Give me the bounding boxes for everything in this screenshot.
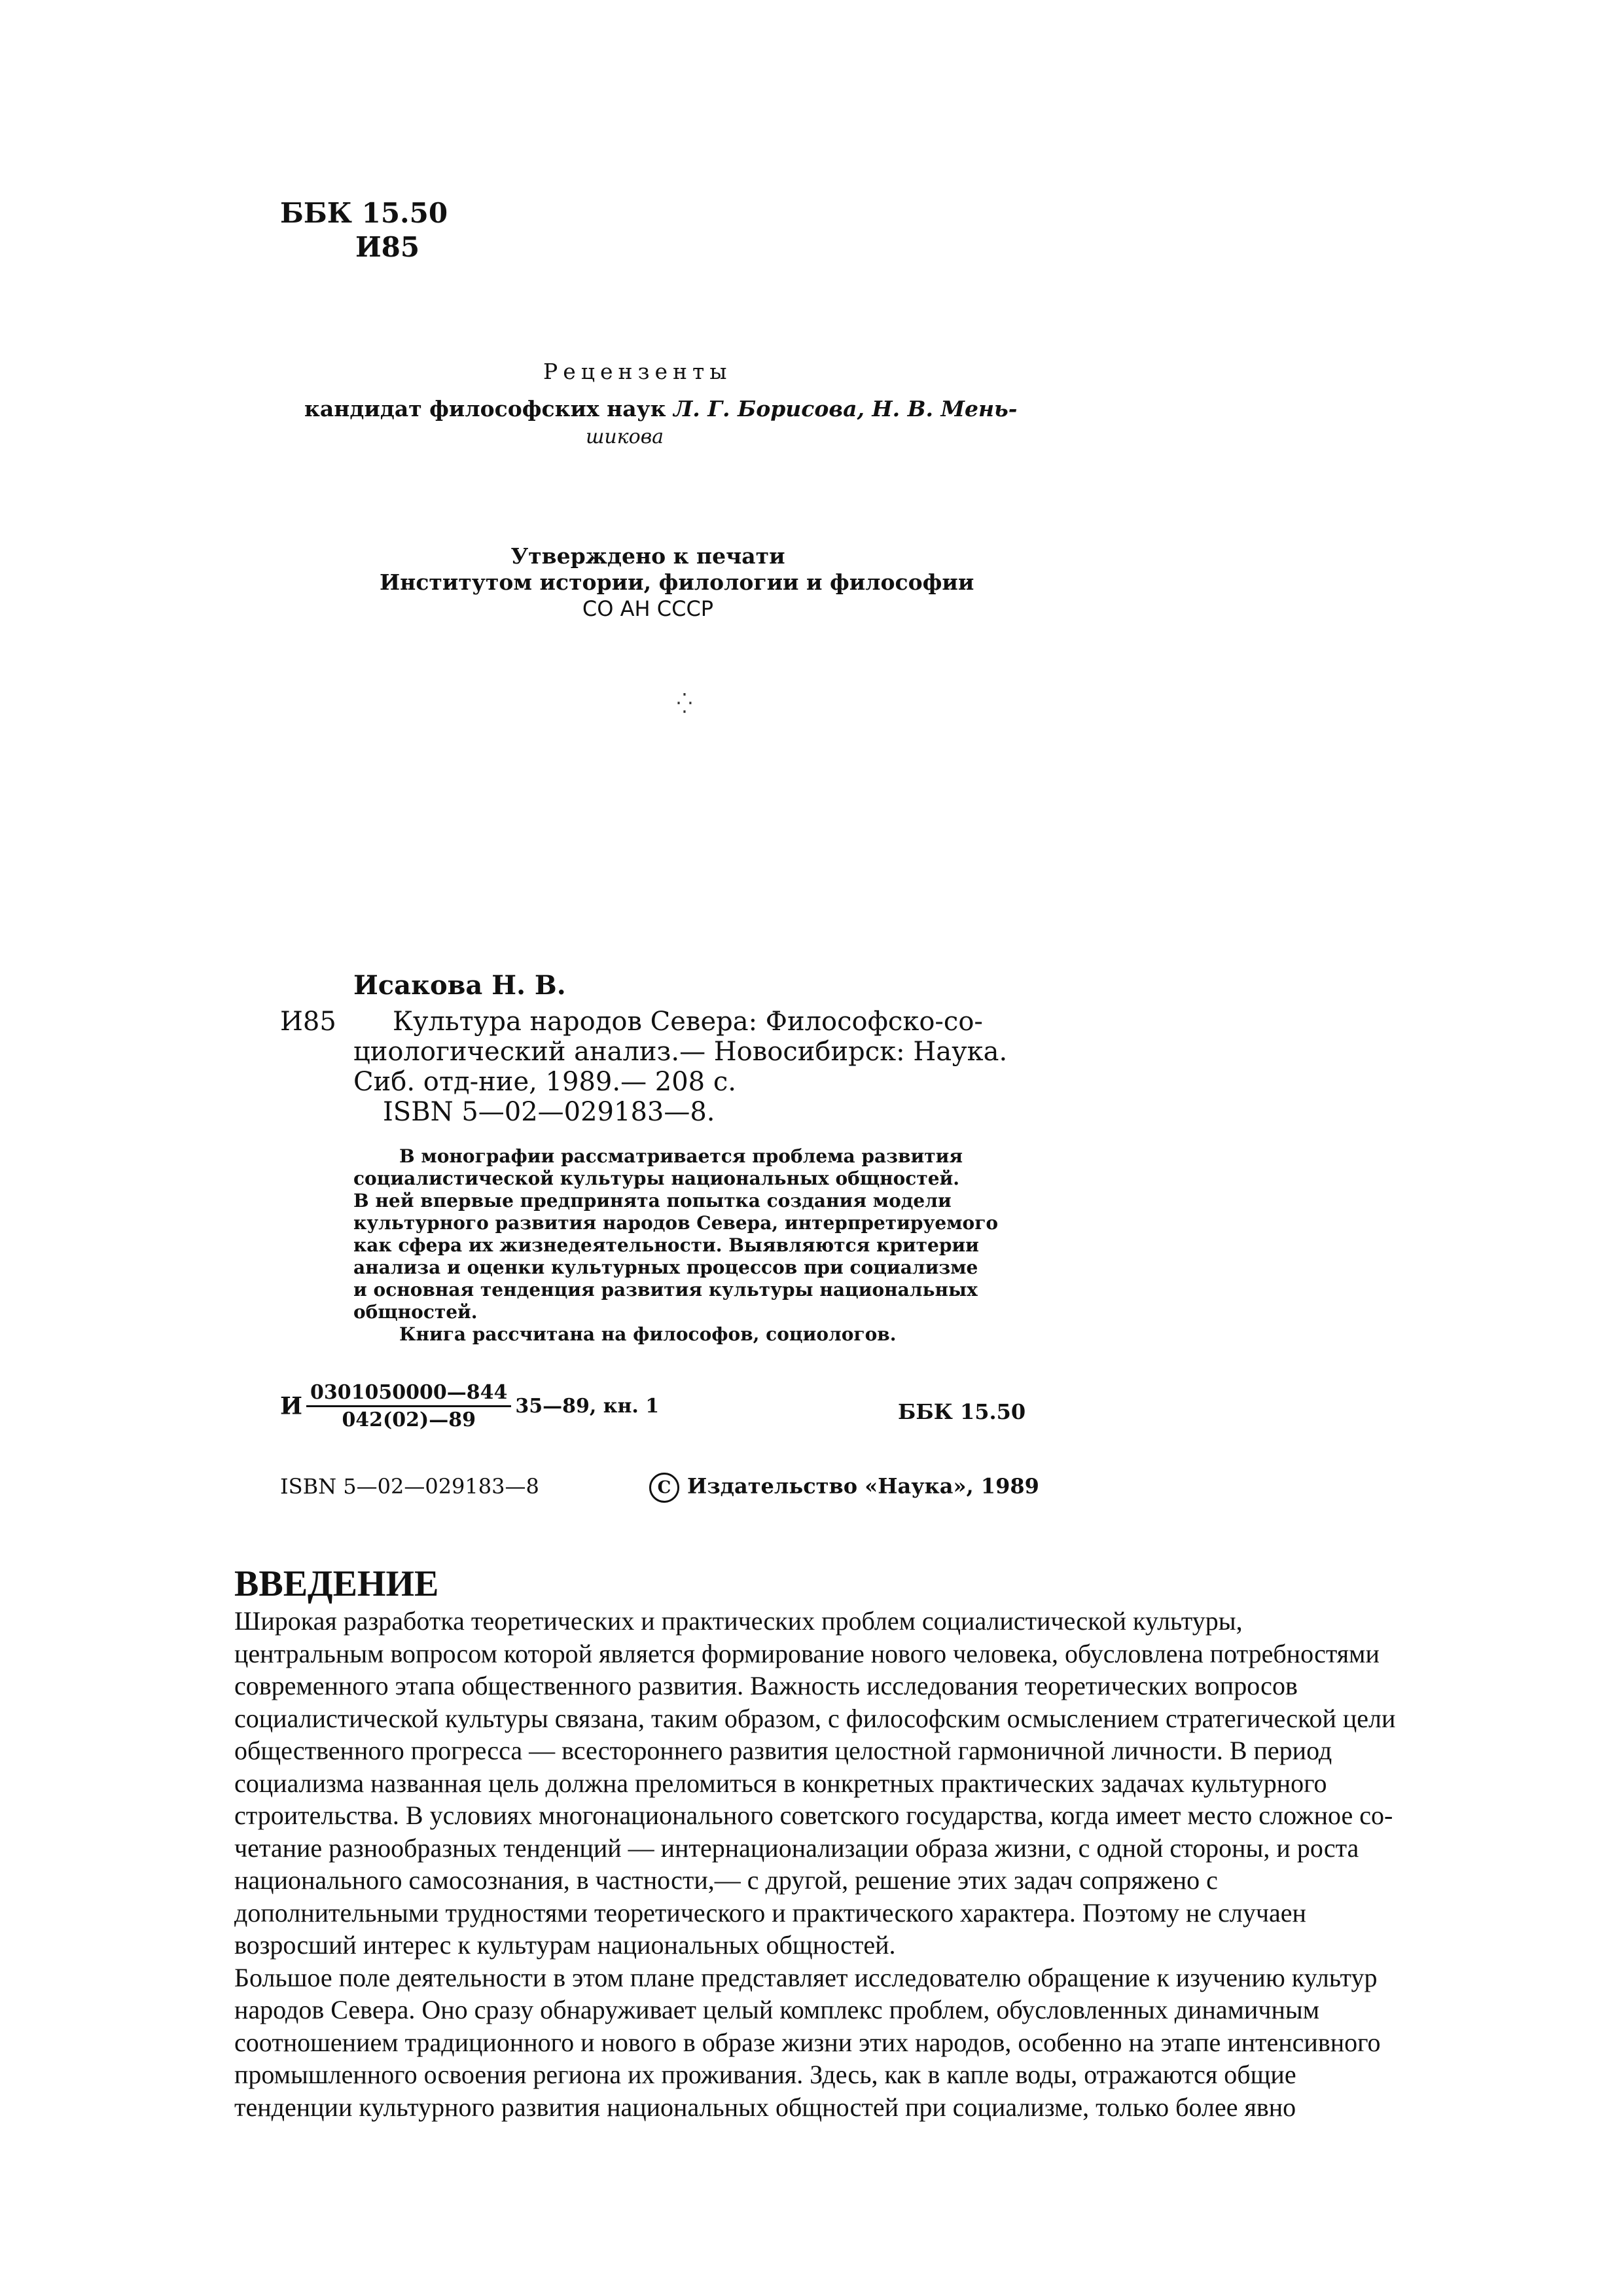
intro-line: соотношением традиционного и нового в образе жизни этих народов, особенно на этапе интенсивного bbox=[234, 2027, 1381, 2057]
card-title-line: циологический анализ.— Новосибирск: Наука. bbox=[353, 1037, 1008, 1067]
copyright-text: Издательство «Наука», 1989 bbox=[687, 1473, 1039, 1499]
intro-body bbox=[234, 1605, 1530, 2123]
annotation-line: В ней впервые предпринята попытка создания модели bbox=[353, 1190, 952, 1211]
annotation-line: В монографии рассматривается проблема развития bbox=[399, 1145, 963, 1167]
print-speck: ⁛ bbox=[677, 692, 692, 715]
reviewers-prefix: кандидат философских наук bbox=[304, 396, 666, 422]
annotation-line: как сфера их жизнедеятельности. Выявляются критерии bbox=[353, 1234, 979, 1256]
annotation-line: социалистической культуры национальных общностей. bbox=[353, 1168, 960, 1189]
intro-line: строительства. В условиях многонационального советского государства, когда имеет место сложное со- bbox=[234, 1801, 1393, 1830]
isbn-footer: ISBN 5—02—029183—8 bbox=[280, 1474, 539, 1499]
author-mark: И85 bbox=[355, 231, 420, 263]
intro-line: современного этапа общественного развития. Важность исследования теоретических вопросов bbox=[234, 1671, 1298, 1700]
index-fraction bbox=[306, 1381, 511, 1431]
intro-line: промышленного освоения региона их проживания. Здесь, как в капле воды, отражаются общие bbox=[234, 2060, 1296, 2089]
card-isbn: ISBN 5—02—029183—8. bbox=[383, 1097, 715, 1127]
intro-line: народов Севера. Оно сразу обнаруживает целый комплекс проблем, обусловленных динамичным bbox=[234, 1995, 1320, 2024]
reviewers-line bbox=[304, 396, 1018, 422]
reviewers-names-continued: шикова bbox=[586, 425, 664, 448]
card-author: Исакова Н. В. bbox=[353, 970, 566, 1001]
publication-index bbox=[280, 1381, 659, 1431]
card-audience: Книга рассчитана на философов, социологов. bbox=[399, 1323, 897, 1345]
card-code: И85 bbox=[280, 1007, 336, 1037]
index-numerator: 0301050000—844 bbox=[306, 1381, 511, 1407]
intro-line: четание разнообразных тенденций — интернационализации образа жизни, с одной стороны, и роста bbox=[234, 1833, 1359, 1863]
approval-line-2: Институтом истории, филологии и философии bbox=[380, 569, 974, 595]
bbk-classification bbox=[280, 196, 448, 264]
card-title-line: Культура народов Севера: Философско-со- bbox=[393, 1007, 983, 1037]
intro-line: социалистической культуры связана, таким образом, с философским осмыслением стратегической цели bbox=[234, 1703, 1396, 1733]
copyright-line bbox=[649, 1473, 1039, 1503]
bbk-code: ББК 15.50 bbox=[280, 197, 448, 229]
approval-block bbox=[380, 543, 974, 622]
intro-line: тенденции культурного развития национальных общностей при социализме, только более явно bbox=[234, 2092, 1296, 2122]
intro-line: возросший интерес к культурам национальных общностей. bbox=[234, 1930, 896, 1960]
intro-line: центральным вопросом которой является формирование нового человека, обусловлена потребностями bbox=[234, 1638, 1380, 1668]
card-title-line: Сиб. отд-ние, 1989.— 208 с. bbox=[353, 1067, 736, 1097]
reviewers-heading: Рецензенты bbox=[543, 359, 732, 384]
intro-heading: ВВЕДЕНИЕ bbox=[234, 1564, 439, 1604]
intro-line: общественного прогресса — всестороннего развития целостной гармоничной личности. В период bbox=[234, 1736, 1332, 1765]
index-prefix: И bbox=[280, 1392, 303, 1420]
approval-line-1: Утверждено к печати bbox=[510, 543, 785, 569]
annotation-line: анализа и оценки культурных процессов при социализме bbox=[353, 1257, 978, 1278]
copyright-icon: C bbox=[649, 1473, 679, 1503]
annotation-line: общностей. bbox=[353, 1301, 478, 1323]
intro-line: Большое поле деятельности в этом плане представляет исследователю обращение к изучению культур bbox=[234, 1962, 1378, 1992]
card-annotation bbox=[353, 1145, 1021, 1346]
index-denominator: 042(02)—89 bbox=[342, 1408, 476, 1431]
card-title bbox=[353, 1007, 1021, 1127]
intro-line: Широкая разработка теоретических и практических проблем социалистической культуры, bbox=[234, 1606, 1243, 1636]
annotation-line: и основная тенденция развития культуры национальных bbox=[353, 1279, 978, 1300]
bbk-code-bottom: ББК 15.50 bbox=[898, 1399, 1026, 1424]
reviewers-names: Л. Г. Борисова, Н. В. Мень- bbox=[673, 396, 1018, 422]
approval-line-3: СО АН СССР bbox=[582, 596, 714, 621]
intro-line: дополнительными трудностями теоретического и практического характера. Поэтому не случаен bbox=[234, 1897, 1306, 1928]
intro-line: национального самосознания, в частности,— с другой, решение этих задач сопряжено с bbox=[234, 1865, 1218, 1895]
index-tail: 35—89, кн. 1 bbox=[515, 1395, 660, 1418]
annotation-line: культурного развития народов Севера, интерпретируемого bbox=[353, 1212, 999, 1234]
intro-line: социализма названная цель должна преломиться в конкретных практических задачах культурного bbox=[234, 1768, 1327, 1798]
